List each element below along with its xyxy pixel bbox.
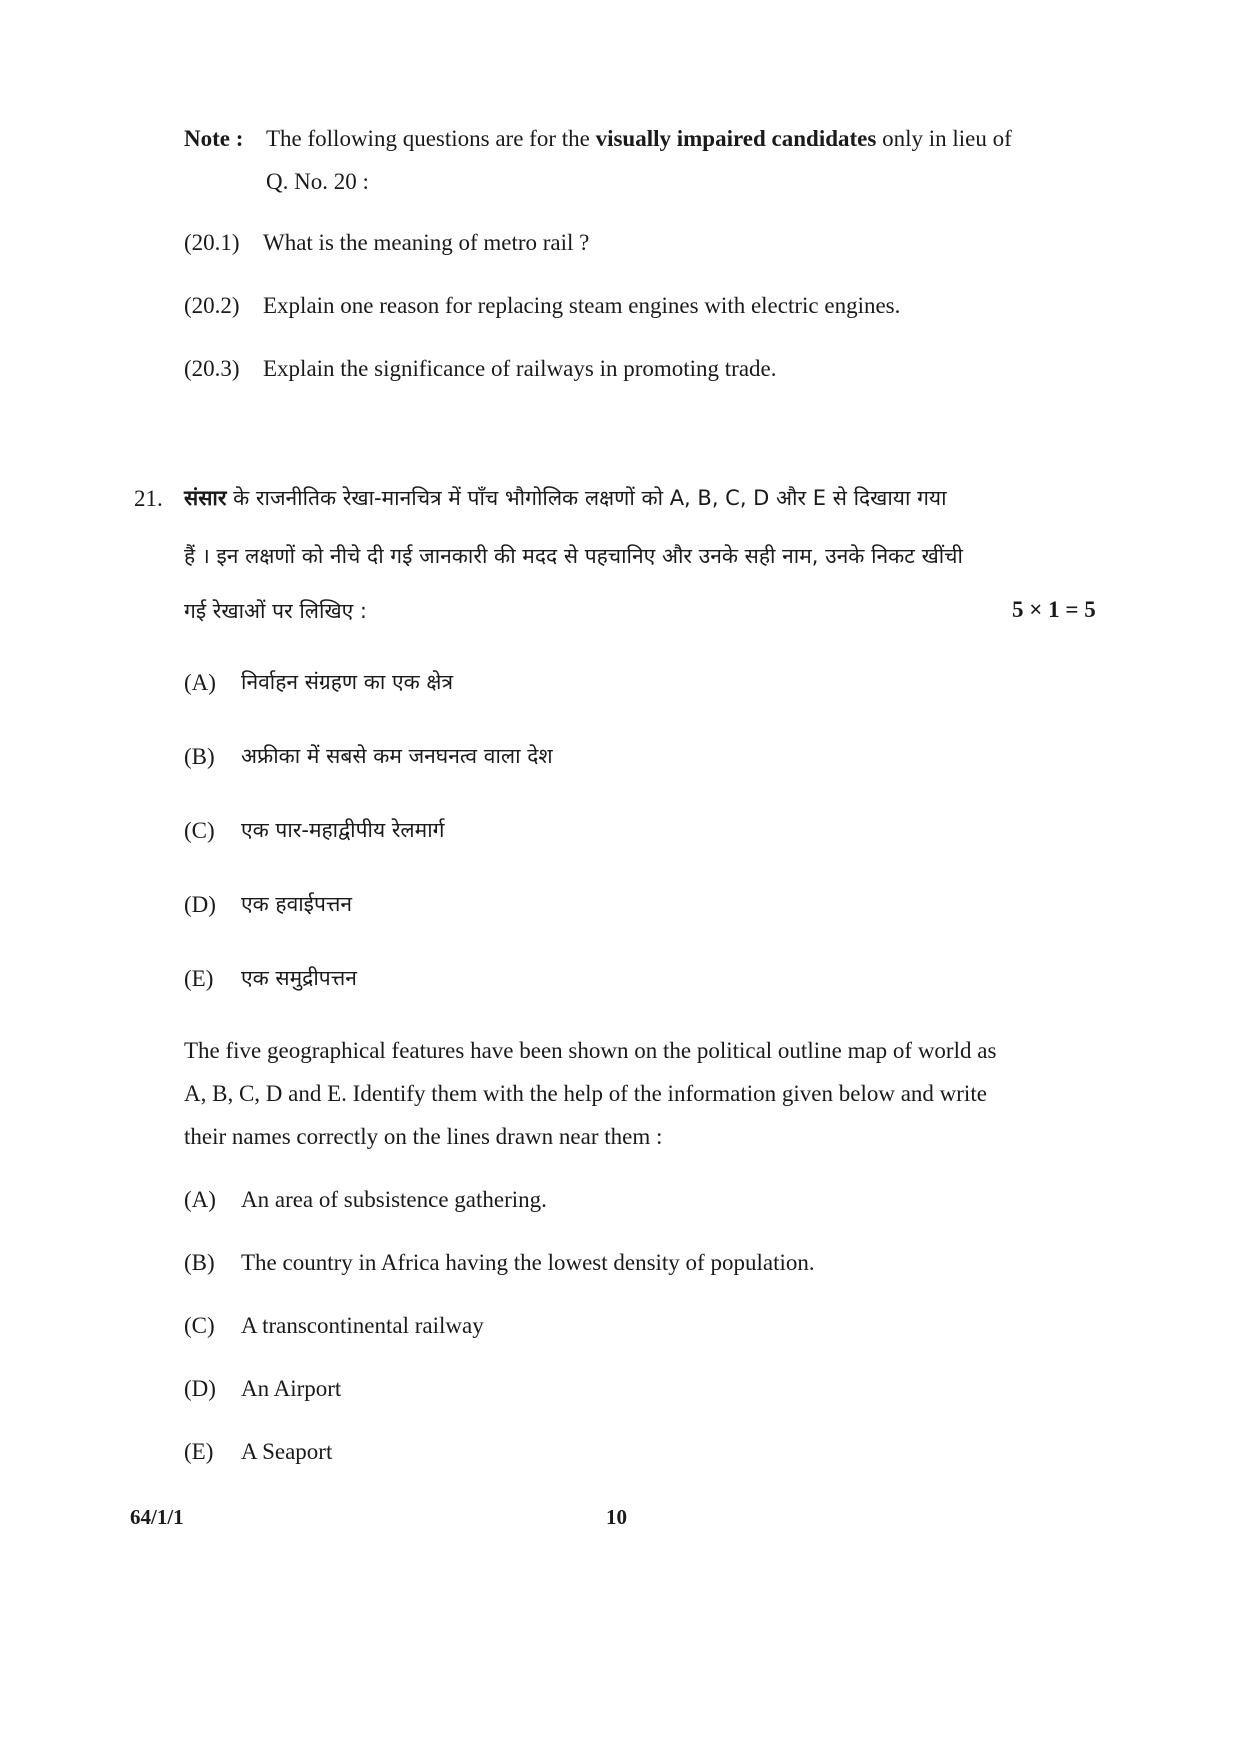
sub-question-text: What is the meaning of metro rail ?	[263, 230, 590, 255]
option-label: (D)	[184, 892, 216, 917]
option-text: एक पार-महाद्वीपीय रेलमार्ग	[241, 818, 445, 842]
sub-question-number: (20.1)	[184, 230, 240, 255]
q21-hindi-bold-word: संसार	[184, 486, 227, 510]
sub-question-number: (20.3)	[184, 356, 240, 381]
note-text-bold: visually impaired candidates	[595, 126, 877, 151]
q21-hindi-line3: गई रेखाओं पर लिखिए :	[184, 599, 368, 623]
option-text: एक हवाईपत्तन	[241, 892, 353, 916]
q21-english-line3: their names correctly on the lines drawn near them :	[184, 1124, 663, 1149]
marks: 5 × 1 = 5	[1012, 597, 1096, 622]
option-text: एक समुद्रीपत्तन	[241, 966, 357, 990]
option-label: (E)	[184, 966, 214, 991]
page-number: 10	[606, 1505, 627, 1529]
q21-english-line2: A, B, C, D and E. Identify them with the help of the information given below and write	[184, 1081, 987, 1106]
option-text: A Seaport	[241, 1439, 333, 1464]
option-text: A transcontinental railway	[241, 1313, 484, 1338]
option-text: निर्वाहन संग्रहण का एक क्षेत्र	[241, 670, 454, 694]
sub-question-number: (20.2)	[184, 293, 240, 318]
option-label: (A)	[184, 670, 216, 695]
option-label: (C)	[184, 1313, 215, 1338]
q21-english-line1: The five geographical features have been shown on the political outline map of world as	[184, 1038, 997, 1063]
q21-hindi-line1-text: के राजनीतिक रेखा-मानचित्र में पाँच भौगोलिक लक्षणों को A, B, C, D और E से दिखाया गया	[233, 486, 947, 510]
option-text: The country in Africa having the lowest density of population.	[241, 1250, 815, 1275]
sub-question-text: Explain one reason for replacing steam engines with electric engines.	[263, 293, 901, 318]
question-number: 21.	[134, 486, 163, 511]
option-label: (B)	[184, 1250, 215, 1275]
note-label: Note :	[184, 126, 244, 151]
note-text-line2: Q. No. 20 :	[266, 169, 369, 194]
note-text-pre: The following questions are for the	[266, 126, 590, 151]
note-text	[266, 126, 1012, 152]
option-label: (D)	[184, 1376, 216, 1401]
note-text-post: only in lieu of	[882, 126, 1012, 151]
sub-question-text: Explain the significance of railways in promoting trade.	[263, 356, 777, 381]
option-label: (A)	[184, 1187, 216, 1212]
q21-hindi-line2: हैं । इन लक्षणों को नीचे दी गई जानकारी की मदद से पहचानिए और उनके सही नाम, उनके निकट खींची	[184, 544, 963, 568]
option-text: An Airport	[241, 1376, 342, 1401]
option-label: (E)	[184, 1439, 214, 1464]
option-text: An area of subsistence gathering.	[241, 1187, 547, 1212]
option-label: (B)	[184, 744, 215, 769]
option-text: अफ्रीका में सबसे कम जनघनत्व वाला देश	[241, 744, 553, 768]
paper-code: 64/1/1	[130, 1505, 184, 1529]
option-label: (C)	[184, 818, 215, 843]
q21-hindi-line1	[184, 484, 947, 512]
